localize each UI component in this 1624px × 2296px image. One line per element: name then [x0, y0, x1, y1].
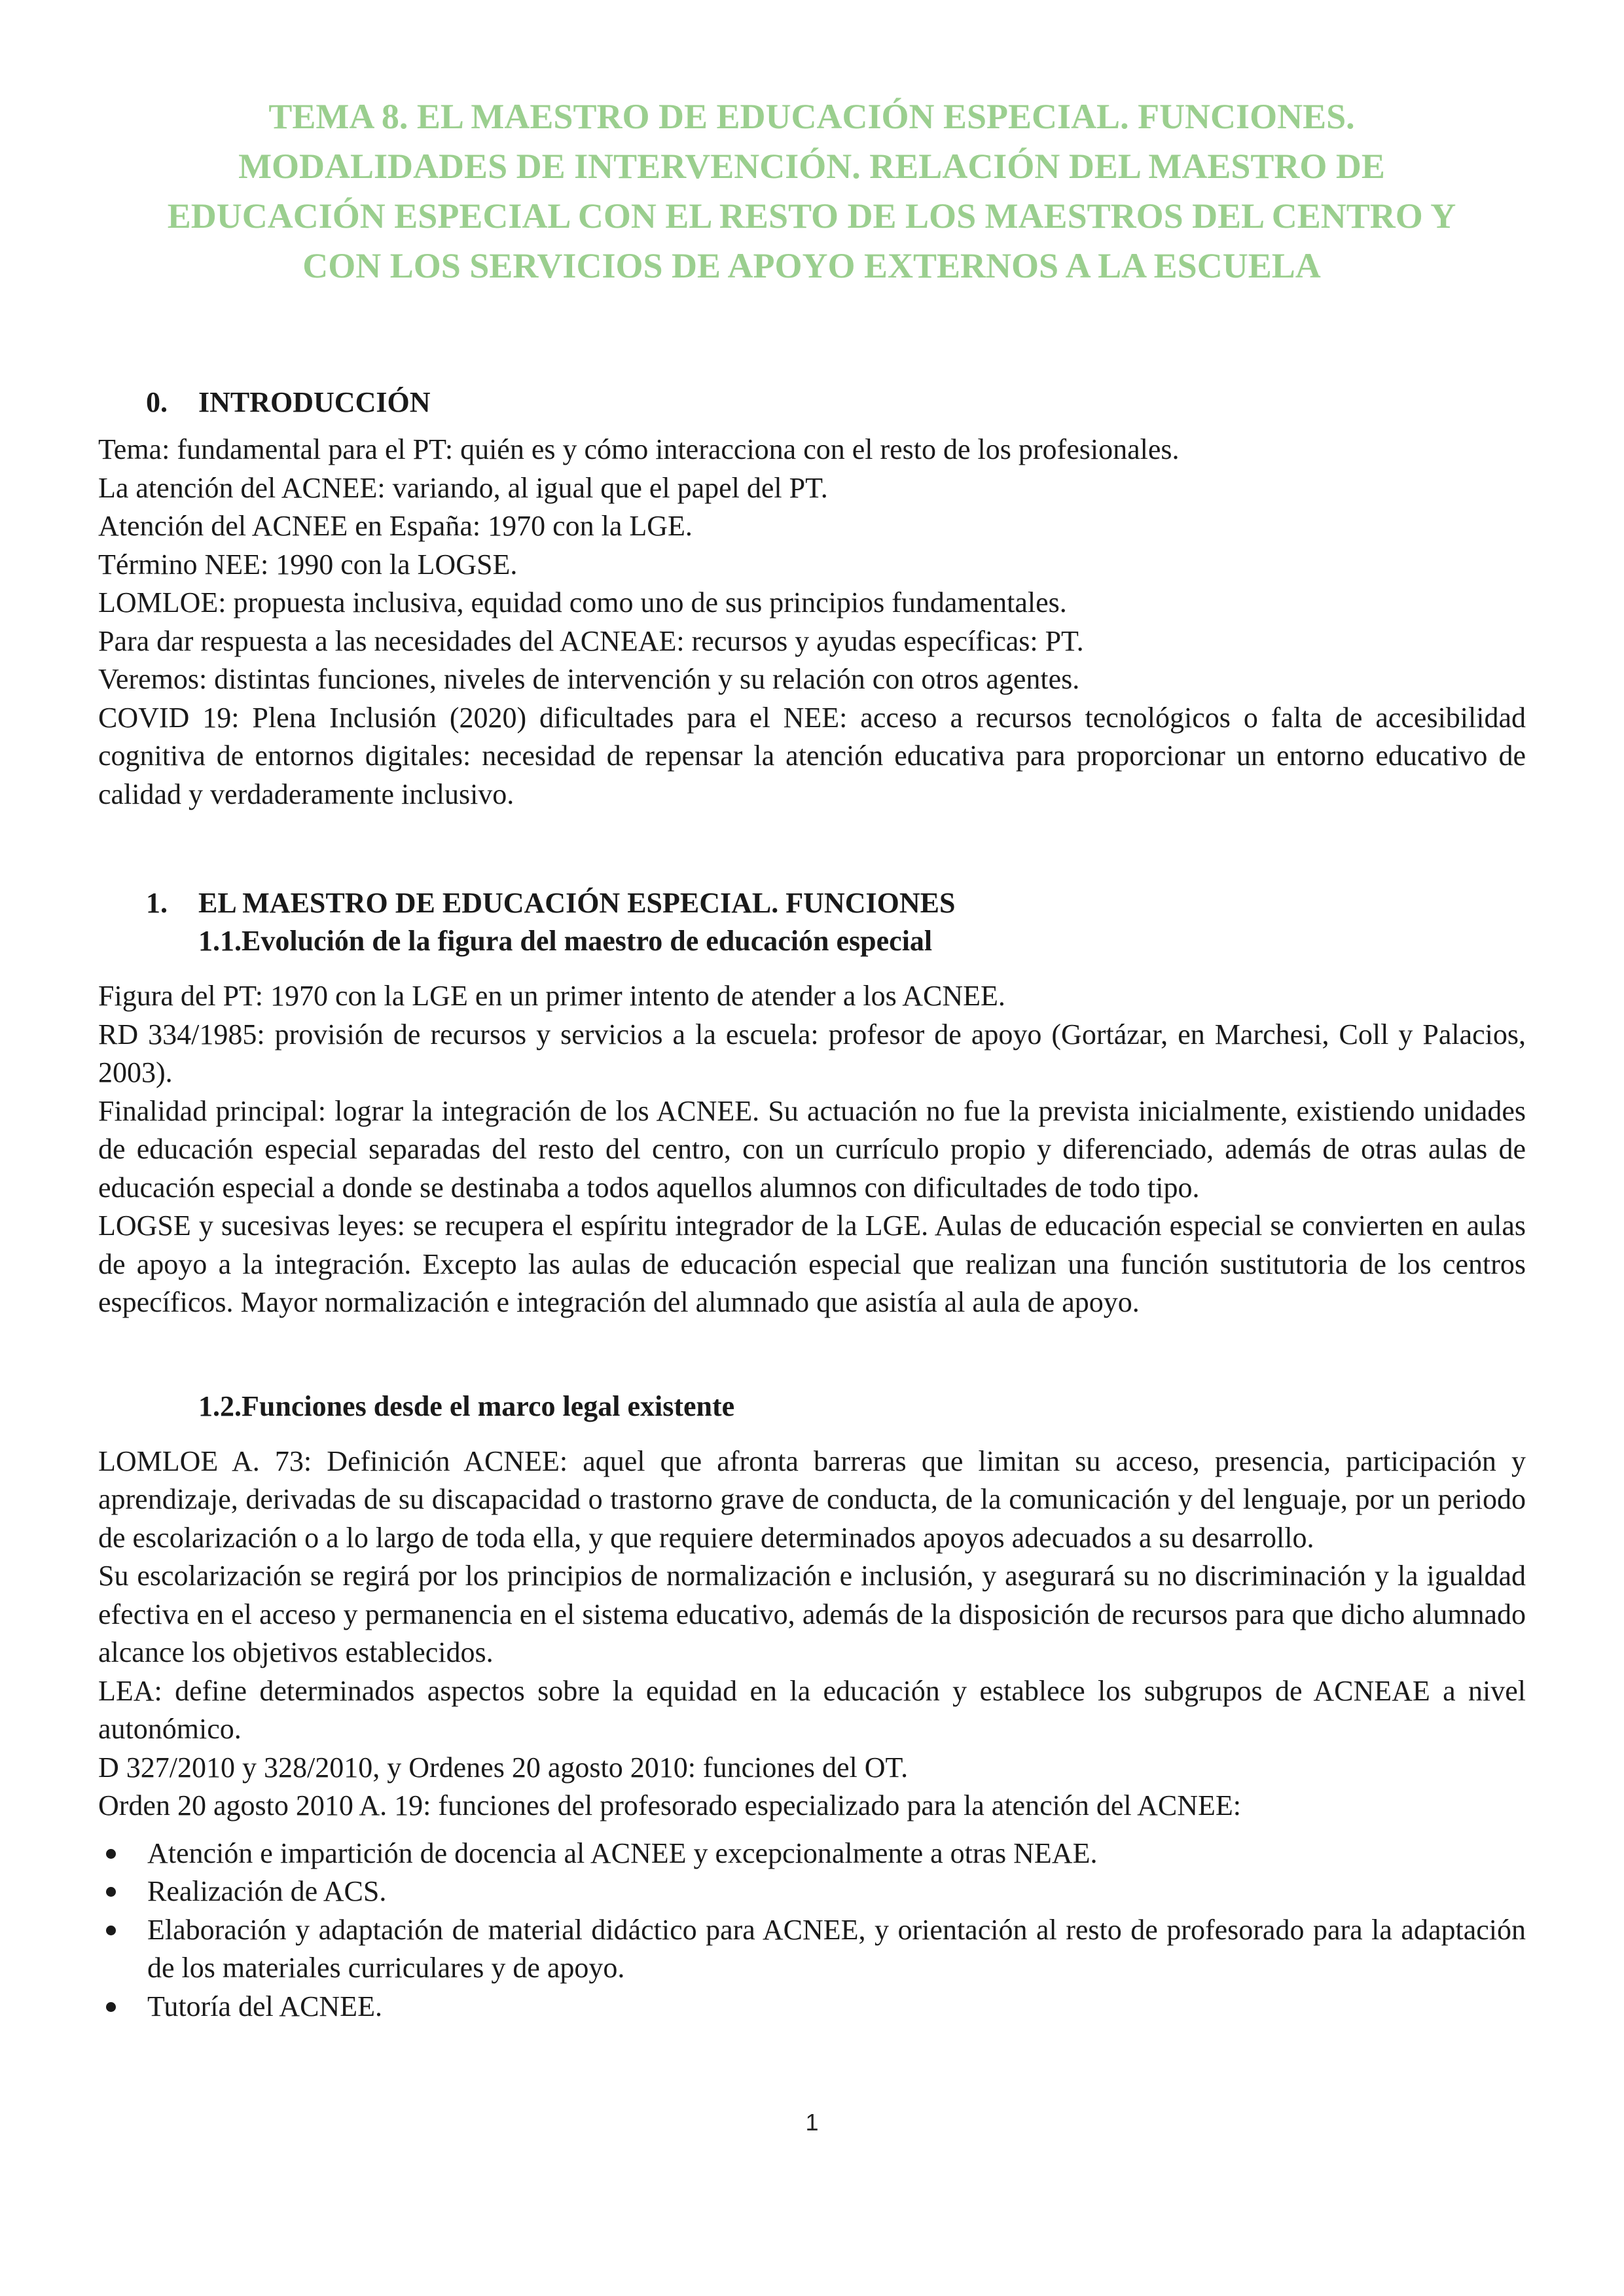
bullet-icon: [106, 2002, 116, 2012]
paragraph: COVID 19: Plena Inclusión (2020) dificultades para el NEE: acceso a recursos tecnológicos o falta de accesibilidad cognitiva de entornos digitales: necesidad de repensar la atención educativa para proporcionar un entorno educativo de calidad y verdaderamente inclusivo.: [98, 701, 1526, 810]
subsection-heading-funciones: 1.2.Funciones desde el marco legal existente: [198, 1390, 735, 1422]
paragraph: Finalidad principal: lograr la integración de los ACNEE. Su actuación no fue la prevista inicialmente, existiendo unidades de educación especial separadas del resto del centro, con un currículo propio y diferenciado, además de otras aulas de educación especial a donde se destinaba a todos aquellos alumnos con dificultades de todo tipo.: [98, 1094, 1526, 1204]
paragraph: Figura del PT: 1970 con la LGE en un primer intento de atender a los ACNEE.: [98, 980, 1005, 1012]
subsection-heading-evolucion: 1.1.Evolución de la figura del maestro de educación especial: [198, 925, 933, 957]
paragraph: D 327/2010 y 328/2010, y Ordenes 20 agosto 2010: funciones del OT.: [98, 1751, 909, 1784]
paragraph: RD 334/1985: provisión de recursos y servicios a la escuela: profesor de apoyo (Gortázar, en Marchesi, Coll y Palacios, 2003).: [98, 1018, 1526, 1088]
bullet-icon: [106, 1849, 116, 1859]
document-title: [85, 92, 1538, 291]
paragraph: Orden 20 agosto 2010 A. 19: funciones del profesorado especializado para la atención del ACNEE:: [98, 1789, 1242, 1821]
title-line: TEMA 8. EL MAESTRO DE EDUCACIÓN ESPECIAL. FUNCIONES.: [268, 97, 1355, 136]
title-line: CON LOS SERVICIOS DE APOYO EXTERNOS A LA ESCUELA: [302, 246, 1321, 285]
paragraph: La atención del ACNEE: variando, al igual que el papel del PT.: [98, 471, 828, 504]
paragraph: Atención del ACNEE en España: 1970 con la LGE.: [98, 510, 693, 542]
section-number: 0.: [146, 386, 168, 418]
paragraph: LOMLOE A. 73: Definición ACNEE: aquel que afronta barreras que limitan su acceso, presencia, participación y aprendizaje, derivadas de su discapacidad o trastorno grave de conducta, de la comunicación y del lenguaje, por un periodo de escolarización o a lo largo de toda ella, y que requiere determinados apoyos adecuados a su desarrollo.: [98, 1444, 1526, 1554]
paragraph: Su escolarización se regirá por los principios de normalización e inclusión, y asegurará su no discriminación y la igualdad efectiva en el acceso y permanencia en el sistema educativo, además de la disposición de recursos para que dicho alumnado alcance los objetivos establecidos.: [98, 1560, 1526, 1668]
list-item: [98, 1873, 1526, 1911]
page-number: 1: [805, 2109, 819, 2136]
paragraph: Tema: fundamental para el PT: quién es y cómo interacciona con el resto de los profesionales.: [98, 433, 1180, 465]
funciones-list: [98, 1835, 1526, 2026]
section-heading-maestro: [98, 884, 1526, 922]
evolucion-body: [98, 977, 1526, 1322]
paragraph: Término NEE: 1990 con la LOGSE.: [98, 548, 518, 581]
title-line: MODALIDADES DE INTERVENCIÓN. RELACIÓN DEL MAESTRO DE: [238, 147, 1385, 186]
list-item-text: Realización de ACS.: [147, 1875, 387, 1907]
section-number: 1.: [146, 887, 168, 919]
introduccion-body: [98, 431, 1526, 814]
section-heading-introduccion: [98, 384, 1526, 422]
funciones-body: [98, 1443, 1526, 1825]
list-item: [98, 1911, 1526, 1988]
paragraph: Veremos: distintas funciones, niveles de intervención y su relación con otros agentes.: [98, 663, 1080, 695]
list-item-text: Tutoría del ACNEE.: [147, 1990, 382, 2022]
paragraph: LOMLOE: propuesta inclusiva, equidad como uno de sus principios fundamentales.: [98, 586, 1067, 619]
paragraph: LOGSE y sucesivas leyes: se recupera el espíritu integrador de la LGE. Aulas de educación especial se convierten en aulas de apoyo a la integración. Excepto las aulas de educación especial que realizan una función sustitutoria de los centros específicos. Mayor normalización e integración del alumnado que asistía al aula de apoyo.: [98, 1210, 1526, 1318]
title-line: EDUCACIÓN ESPECIAL CON EL RESTO DE LOS MAESTROS DEL CENTRO Y: [167, 196, 1456, 236]
paragraph: Para dar respuesta a las necesidades del ACNEAE: recursos y ayudas específicas: PT.: [98, 624, 1084, 657]
paragraph: LEA: define determinados aspectos sobre la equidad en la educación y establece los subgrupos de ACNEAE a nivel autonómico.: [98, 1674, 1526, 1745]
list-item: [98, 1835, 1526, 1873]
section-title: INTRODUCCIÓN: [198, 386, 431, 418]
list-item: [98, 1988, 1526, 2026]
section-title: EL MAESTRO DE EDUCACIÓN ESPECIAL. FUNCIONES: [198, 887, 956, 919]
bullet-icon: [106, 1926, 116, 1935]
list-item-text: Elaboración y adaptación de material didáctico para ACNEE, y orientación al resto de profesorado para la adaptación de los materiales curriculares y de apoyo.: [147, 1913, 1526, 1984]
bullet-icon: [106, 1887, 116, 1897]
list-item-text: Atención e impartición de docencia al ACNEE y excepcionalmente a otras NEAE.: [147, 1837, 1098, 1869]
